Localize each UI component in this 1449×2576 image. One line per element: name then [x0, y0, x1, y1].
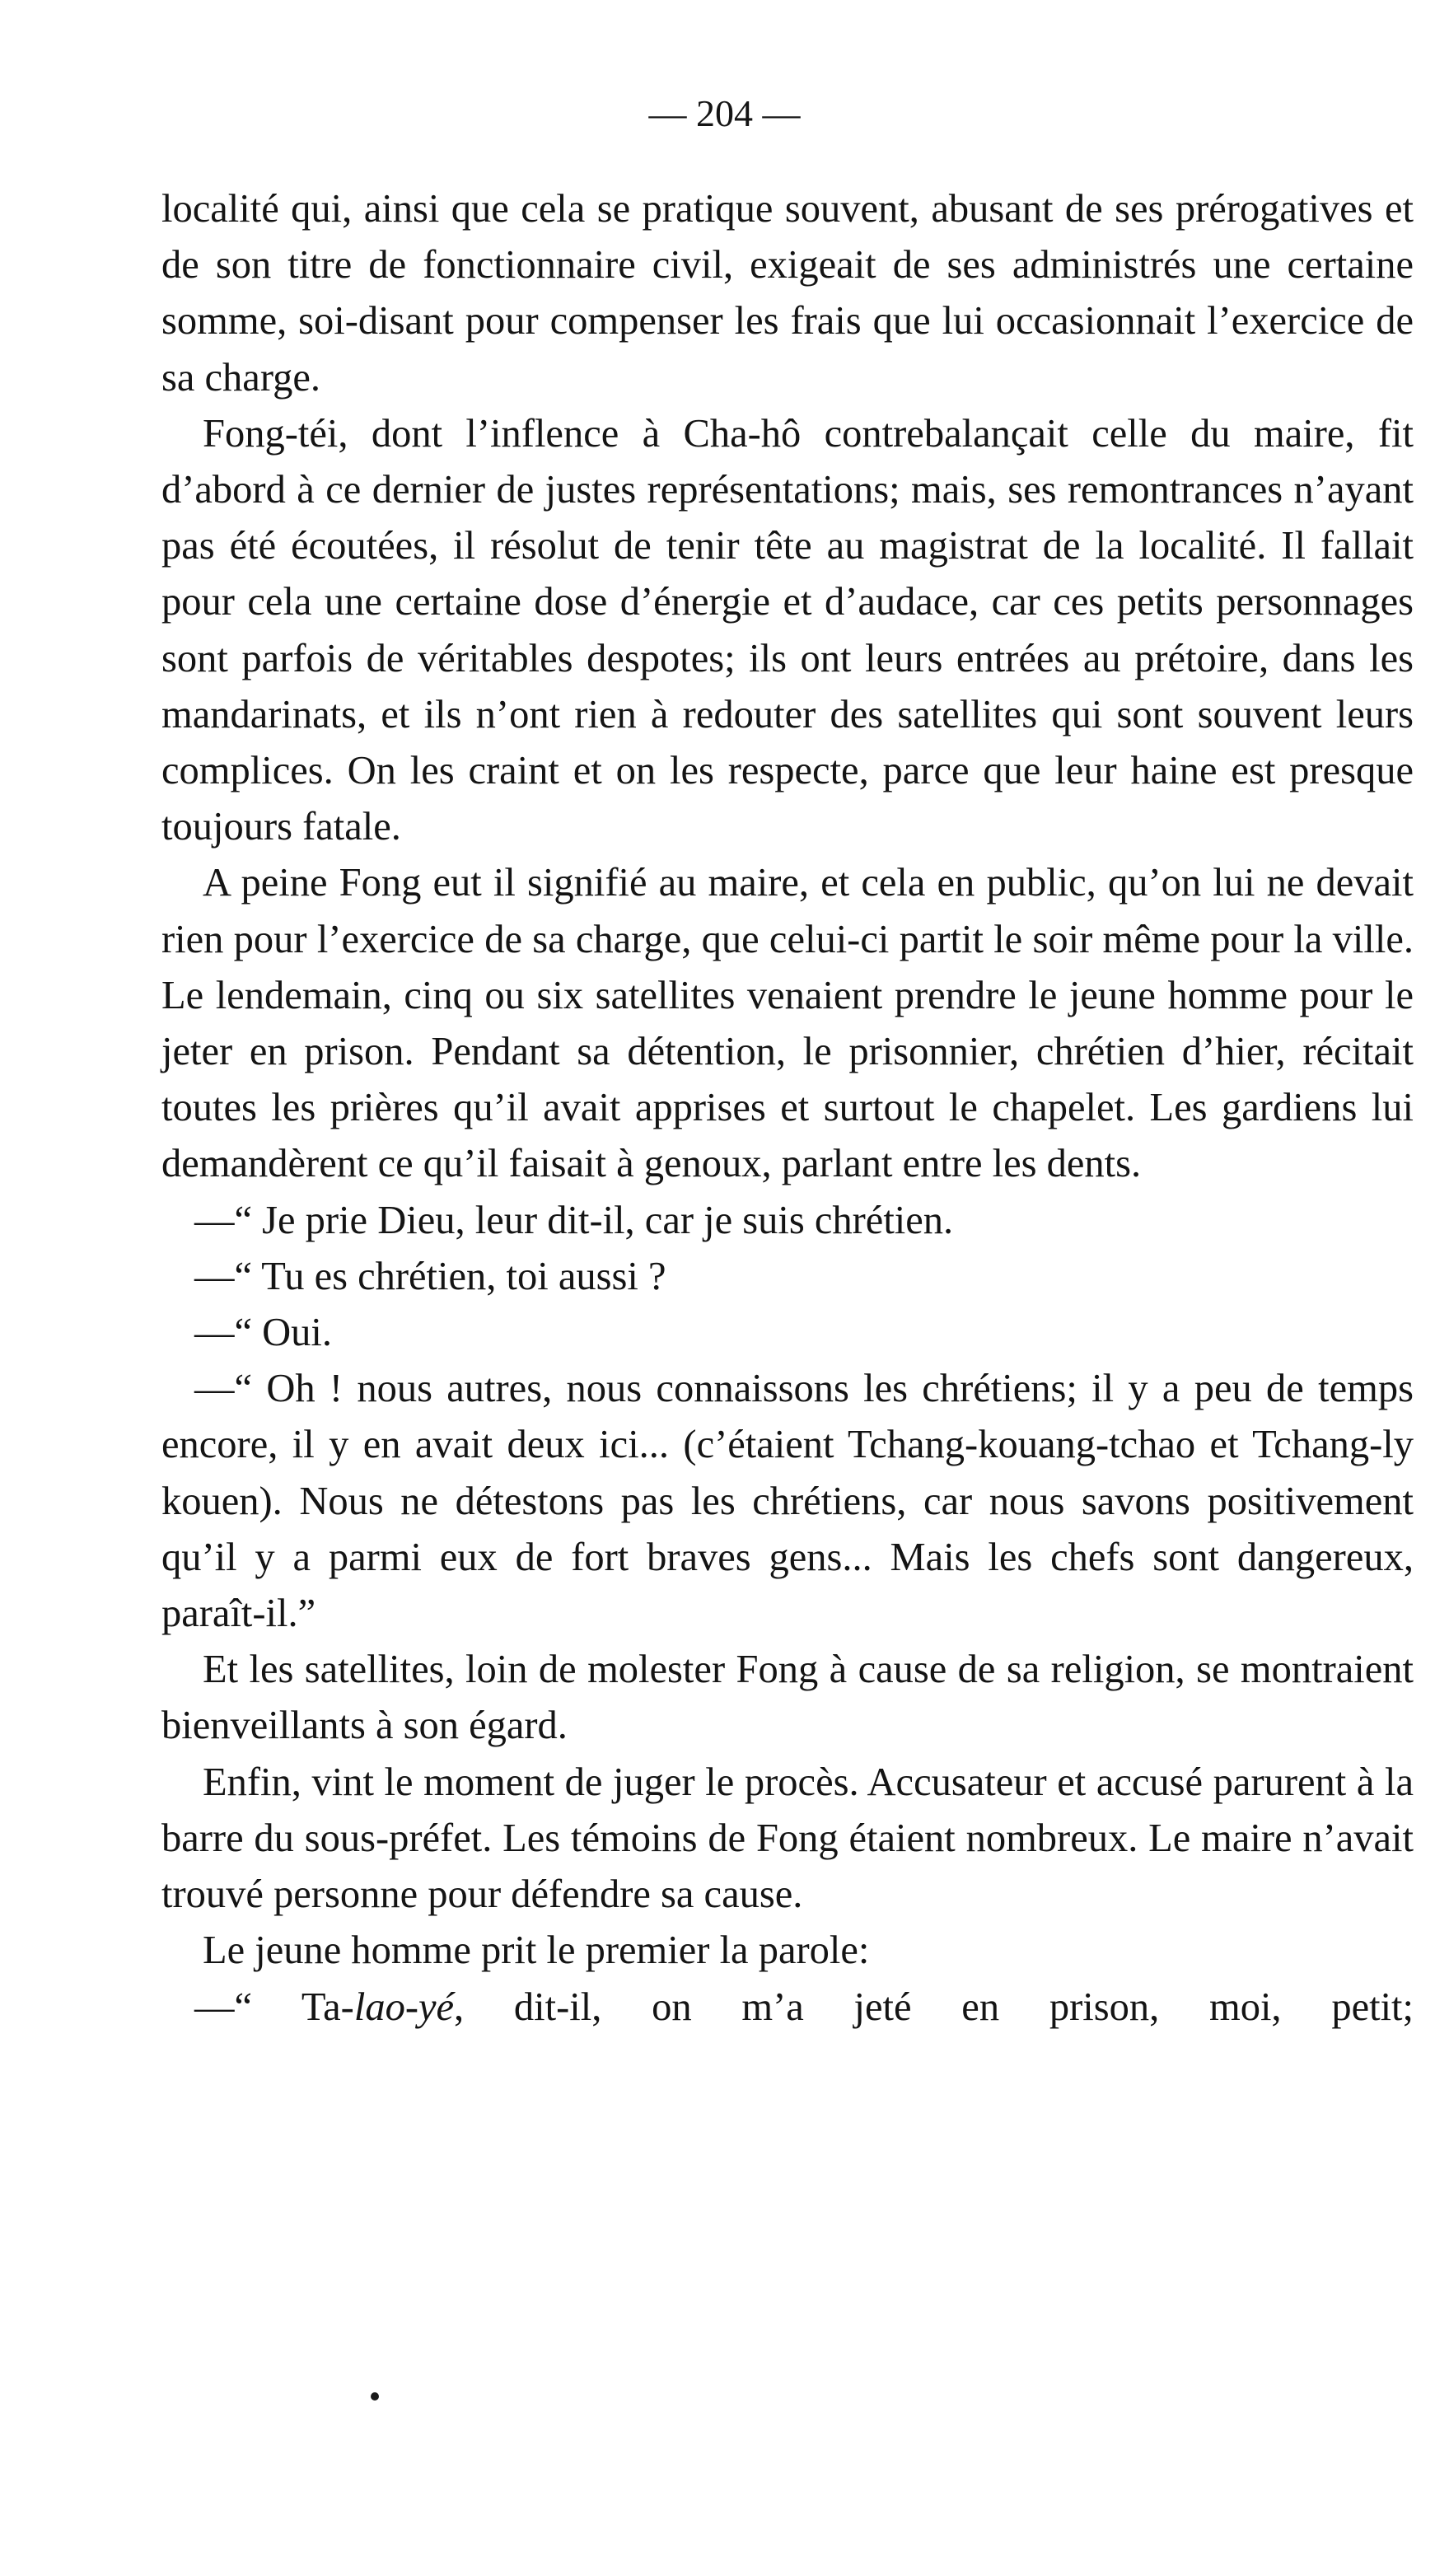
- dialogue-line-ta-lao-ye: [161, 1980, 1414, 2036]
- paragraph-continuation: localité qui, ainsi que cela se pratique souvent, abusant de ses prérogatives et de son titre de fonctionnaire civil, exigeait de ses administrés une certaine somme, soi-disant pour compenser les frais que lui occasionnait l’exercice de sa charge.: [161, 187, 1414, 400]
- last-line-suffix: , dit-il, on m’a jeté en prison, moi, petit;: [454, 1985, 1414, 2029]
- ink-speck: [371, 2392, 379, 2401]
- dialogue-line-yes: —“ Oui.: [194, 1311, 333, 1355]
- last-line-prefix: —“ Ta-: [194, 1985, 354, 2029]
- paragraph-signification: A peine Fong eut il signifié au maire, et cela en public, qu’on lui ne devait rien pour l’exercice de sa charge, que celui-ci partit le soir même pour la ville. Le lendemain, cinq ou six satellites venaient prendre le jeune homme pour le jeter en prison. Pendant sa détention, le prisonnier, chrétien d’hier, récitait toutes les prières qu’il avait apprises et surtout le chapelet. Les gardiens lui demandèrent ce qu’il faisait à genoux, parlant entre les dents.: [161, 861, 1414, 1186]
- paragraph-young-man-speaks: Le jeune homme prit le premier la parole:: [203, 1928, 870, 1973]
- dialogue-line-prayer: —“ Je prie Dieu, leur dit-il, car je suis chrétien.: [194, 1198, 954, 1242]
- paragraph-satellites: Et les satellites, loin de molester Fong à cause de sa religion, se montraient bienveillants à son égard.: [161, 1648, 1414, 1748]
- body-text: [161, 181, 1414, 2036]
- paragraph-trial: Enfin, vint le moment de juger le procès. Accusateur et accusé parurent à la barre du sous-préfet. Les témoins de Fong étaient nombreux. Le maire n’avait trouvé personne pour défendre sa cause.: [161, 1760, 1414, 1917]
- last-line-italic-title: lao-yé: [353, 1985, 455, 2029]
- paragraph-fong-tei: Fong-téi, dont l’inflence à Cha-hô contrebalançait celle du maire, fit d’abord à ce dernier de justes représentations; mais, ses remontrances n’ayant pas été écoutées, il résolut de tenir tête au magistrat de la localité. Il fallait pour cela une certaine dose d’énergie et d’audace, car ces petits personnages sont parfois de véritables despotes; ils ont leurs entrées au prétoire, dans les mandarinats, et ils n’ont rien à redouter des satellites qui sont souvent leurs complices. On les craint et on les respecte, parce que leur haine est presque toujours fatale.: [161, 411, 1414, 849]
- dialogue-line-guards: —“ Oh ! nous autres, nous connaissons les chrétiens; il y a peu de temps encore, il y en avait deux ici... (c’étaient Tchang-kouang-tchao et Tchang-ly kouen). Nous ne détestons pas les chrétiens, car nous savons positivement qu’il y a parmi eux de fort braves gens... Mais les chefs sont dangereux, paraît-il.”: [161, 1367, 1414, 1636]
- dialogue-line-question: —“ Tu es chrétien, toi aussi ?: [194, 1254, 666, 1298]
- page-number: — 204 —: [648, 92, 801, 134]
